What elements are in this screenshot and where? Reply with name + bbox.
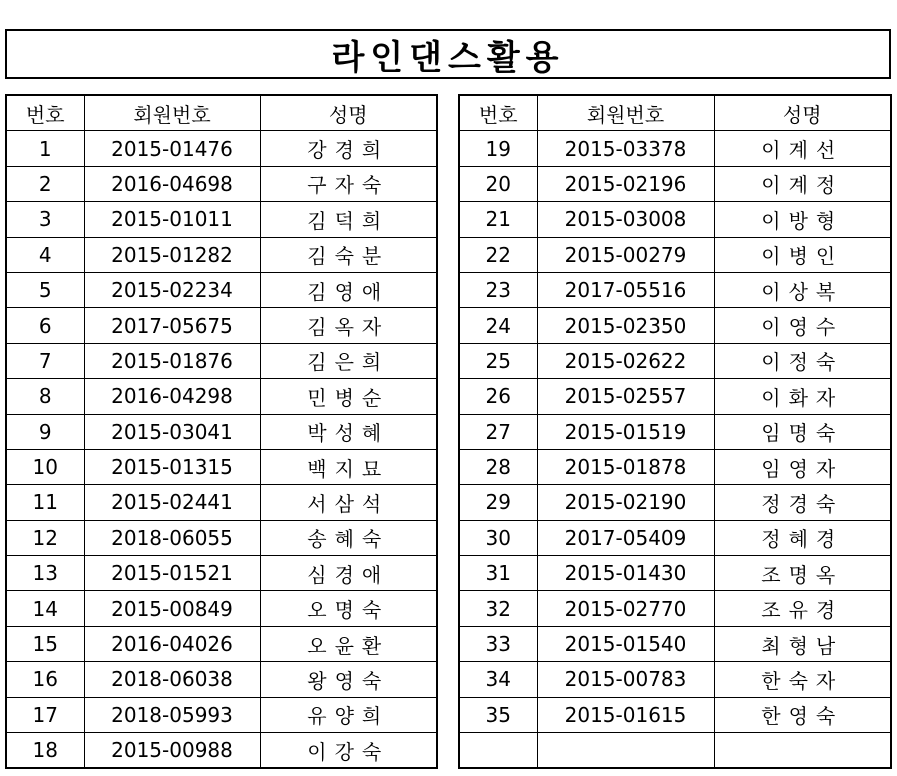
cell-name: 김은희	[260, 343, 437, 378]
cell-name: 박성혜	[260, 414, 437, 449]
table-row	[459, 131, 891, 166]
table-row	[459, 485, 891, 520]
cell-member-id: 2016-04026	[84, 626, 260, 661]
roster-body-left	[6, 131, 437, 769]
cell-name: 한숙자	[714, 662, 891, 697]
table-row	[459, 272, 891, 307]
cell-name: 이병인	[714, 237, 891, 272]
cell-member-id: 2015-01615	[537, 697, 714, 732]
cell-name: 김옥자	[260, 308, 437, 343]
header-name: 성명	[260, 95, 437, 131]
cell-member-id: 2017-05675	[84, 308, 260, 343]
table-row	[6, 556, 437, 591]
cell-no: 18	[6, 733, 84, 769]
cell-no: 28	[459, 449, 537, 484]
table-row	[6, 733, 437, 769]
cell-member-id: 2015-02441	[84, 485, 260, 520]
page-title: 라인댄스활용	[331, 37, 565, 78]
cell-no: 34	[459, 662, 537, 697]
cell-no: 15	[6, 626, 84, 661]
cell-no: 7	[6, 343, 84, 378]
header-no: 번호	[6, 95, 84, 131]
cell-no: 24	[459, 308, 537, 343]
cell-member-id: 2017-05516	[537, 272, 714, 307]
table-row	[6, 308, 437, 343]
cell-no: 10	[6, 449, 84, 484]
cell-name: 왕영숙	[260, 662, 437, 697]
cell-member-id: 2015-01476	[84, 131, 260, 166]
cell-no: 31	[459, 556, 537, 591]
cell-name	[714, 733, 891, 769]
table-row	[459, 379, 891, 414]
cell-name: 김숙분	[260, 237, 437, 272]
table-row	[6, 202, 437, 237]
cell-no: 22	[459, 237, 537, 272]
cell-member-id: 2015-02190	[537, 485, 714, 520]
table-row	[459, 414, 891, 449]
cell-member-id: 2015-01282	[84, 237, 260, 272]
table-row	[459, 733, 891, 769]
table-row	[459, 343, 891, 378]
cell-no: 14	[6, 591, 84, 626]
table-row	[6, 237, 437, 272]
table-row	[459, 556, 891, 591]
table-row	[459, 202, 891, 237]
cell-name: 유양희	[260, 697, 437, 732]
cell-no: 12	[6, 520, 84, 555]
table-row	[459, 591, 891, 626]
cell-name: 조유경	[714, 591, 891, 626]
cell-name: 오명숙	[260, 591, 437, 626]
cell-name: 민병순	[260, 379, 437, 414]
table-row	[6, 131, 437, 166]
table-row	[6, 272, 437, 307]
cell-no: 32	[459, 591, 537, 626]
roster-body-right	[459, 131, 891, 769]
cell-no: 1	[6, 131, 84, 166]
table-row	[6, 662, 437, 697]
table-row	[6, 697, 437, 732]
cell-member-id: 2016-04298	[84, 379, 260, 414]
cell-name: 백지묘	[260, 449, 437, 484]
cell-name: 송혜숙	[260, 520, 437, 555]
cell-no: 13	[6, 556, 84, 591]
header-member-id: 회원번호	[537, 95, 714, 131]
table-row	[459, 166, 891, 201]
cell-name: 심경애	[260, 556, 437, 591]
cell-member-id: 2015-02350	[537, 308, 714, 343]
cell-member-id: 2015-01540	[537, 626, 714, 661]
cell-no: 19	[459, 131, 537, 166]
table-row	[6, 379, 437, 414]
cell-name: 이강숙	[260, 733, 437, 769]
cell-member-id: 2017-05409	[537, 520, 714, 555]
cell-no: 21	[459, 202, 537, 237]
cell-member-id: 2018-06055	[84, 520, 260, 555]
cell-no: 29	[459, 485, 537, 520]
roster-table-right	[458, 94, 892, 769]
cell-name: 이상복	[714, 272, 891, 307]
cell-name: 이영수	[714, 308, 891, 343]
table-row	[459, 237, 891, 272]
cell-member-id: 2018-05993	[84, 697, 260, 732]
cell-name: 김영애	[260, 272, 437, 307]
cell-member-id: 2015-01315	[84, 449, 260, 484]
cell-name: 이방형	[714, 202, 891, 237]
cell-no: 8	[6, 379, 84, 414]
table-row	[6, 166, 437, 201]
cell-name: 임영자	[714, 449, 891, 484]
header-member-id: 회원번호	[84, 95, 260, 131]
cell-name: 서삼석	[260, 485, 437, 520]
header-name: 성명	[714, 95, 891, 131]
cell-name: 정혜경	[714, 520, 891, 555]
cell-no: 26	[459, 379, 537, 414]
cell-name: 이계선	[714, 131, 891, 166]
cell-member-id: 2015-01878	[537, 449, 714, 484]
cell-no: 27	[459, 414, 537, 449]
cell-name: 임명숙	[714, 414, 891, 449]
cell-member-id: 2015-02770	[537, 591, 714, 626]
cell-no: 20	[459, 166, 537, 201]
cell-no: 2	[6, 166, 84, 201]
table-row	[459, 662, 891, 697]
header-row	[6, 95, 437, 131]
cell-name: 이화자	[714, 379, 891, 414]
cell-member-id	[537, 733, 714, 769]
cell-name: 김덕희	[260, 202, 437, 237]
cell-name: 오윤환	[260, 626, 437, 661]
cell-name: 이정숙	[714, 343, 891, 378]
cell-no	[459, 733, 537, 769]
cell-member-id: 2016-04698	[84, 166, 260, 201]
cell-no: 6	[6, 308, 84, 343]
table-row	[6, 414, 437, 449]
cell-name: 한영숙	[714, 697, 891, 732]
header-no: 번호	[459, 95, 537, 131]
cell-member-id: 2015-03008	[537, 202, 714, 237]
cell-no: 17	[6, 697, 84, 732]
table-row	[6, 626, 437, 661]
roster-table-left	[5, 94, 438, 769]
cell-no: 3	[6, 202, 84, 237]
cell-name: 정경숙	[714, 485, 891, 520]
cell-member-id: 2015-00849	[84, 591, 260, 626]
cell-no: 33	[459, 626, 537, 661]
title-banner	[5, 29, 891, 79]
cell-no: 23	[459, 272, 537, 307]
cell-member-id: 2015-03378	[537, 131, 714, 166]
cell-member-id: 2015-02234	[84, 272, 260, 307]
cell-no: 11	[6, 485, 84, 520]
table-row	[6, 343, 437, 378]
cell-member-id: 2015-01430	[537, 556, 714, 591]
cell-member-id: 2015-01011	[84, 202, 260, 237]
cell-member-id: 2015-02557	[537, 379, 714, 414]
cell-no: 30	[459, 520, 537, 555]
table-row	[459, 626, 891, 661]
cell-member-id: 2015-01519	[537, 414, 714, 449]
table-row	[6, 520, 437, 555]
cell-member-id: 2015-00988	[84, 733, 260, 769]
cell-name: 최형남	[714, 626, 891, 661]
cell-member-id: 2015-00279	[537, 237, 714, 272]
cell-member-id: 2015-02196	[537, 166, 714, 201]
table-row	[459, 697, 891, 732]
cell-no: 16	[6, 662, 84, 697]
cell-name: 구자숙	[260, 166, 437, 201]
cell-member-id: 2015-00783	[537, 662, 714, 697]
table-row	[459, 520, 891, 555]
table-row	[6, 591, 437, 626]
cell-name: 이계정	[714, 166, 891, 201]
cell-no: 35	[459, 697, 537, 732]
table-row	[6, 485, 437, 520]
cell-no: 9	[6, 414, 84, 449]
cell-member-id: 2015-01521	[84, 556, 260, 591]
table-row	[459, 449, 891, 484]
cell-member-id: 2015-01876	[84, 343, 260, 378]
cell-no: 5	[6, 272, 84, 307]
header-row	[459, 95, 891, 131]
cell-name: 강경희	[260, 131, 437, 166]
table-row	[459, 308, 891, 343]
cell-name: 조명옥	[714, 556, 891, 591]
cell-member-id: 2015-02622	[537, 343, 714, 378]
cell-member-id: 2018-06038	[84, 662, 260, 697]
cell-no: 25	[459, 343, 537, 378]
cell-no: 4	[6, 237, 84, 272]
table-row	[6, 449, 437, 484]
cell-member-id: 2015-03041	[84, 414, 260, 449]
